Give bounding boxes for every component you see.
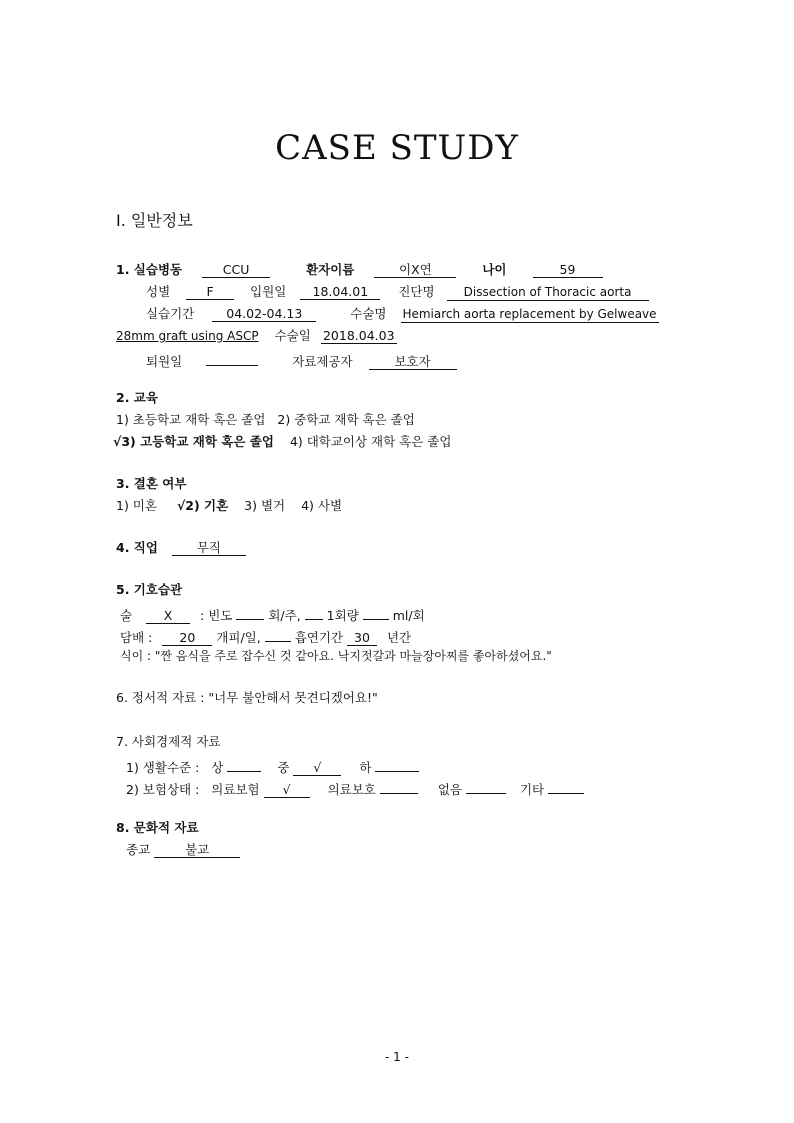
diag-value: Dissection of Thoracic aorta bbox=[447, 285, 649, 301]
job-heading: 4. 직업 bbox=[116, 540, 158, 555]
insurance-opt-4: 기타 bbox=[519, 782, 545, 797]
surgery-row-2 bbox=[116, 328, 397, 344]
insurance-opt-2-value bbox=[380, 778, 418, 794]
living-row bbox=[126, 756, 419, 776]
surgery-label: 수술명 bbox=[350, 306, 387, 321]
page-number: - 1 - bbox=[385, 1050, 409, 1064]
education-other: 4) 대학교이상 재학 혹은 졸업 bbox=[289, 434, 452, 449]
provider-label: 자료제공자 bbox=[292, 354, 353, 369]
marriage-opt-1: 1) 미혼 bbox=[116, 498, 157, 513]
smoking-years-label: 흡연기간 bbox=[294, 630, 344, 645]
smoking-label: 담배 : bbox=[120, 630, 153, 645]
marriage-opt-4: 4) 사별 bbox=[301, 498, 343, 513]
age-label: 나이 bbox=[482, 262, 507, 277]
section-title: I. 일반정보 bbox=[116, 211, 193, 230]
living-label: 1) 생활수준 : bbox=[126, 760, 200, 775]
alcohol-amount-label: 1회량 bbox=[326, 608, 359, 623]
smoking-years-value: 30 bbox=[347, 630, 377, 646]
marriage-row bbox=[116, 498, 342, 514]
living-mid-label: 중 bbox=[277, 760, 290, 775]
smoking-years-unit: 년간 bbox=[386, 630, 412, 645]
discharge-row bbox=[146, 350, 457, 370]
insurance-label: 2) 보험상태 : bbox=[126, 782, 200, 797]
provider-value: 보호자 bbox=[369, 354, 457, 370]
insurance-opt-1: 의료보험 bbox=[211, 782, 260, 797]
emotional-row: 6. 정서적 자료 : "너무 불안해서 못견디겠어요!" bbox=[116, 690, 378, 705]
period-value: 04.02-04.13 bbox=[212, 306, 316, 322]
surgery-value-line1: Hemiarch aorta replacement by Gelweave bbox=[402, 307, 657, 321]
discharge-value bbox=[206, 350, 258, 366]
alcohol-label: 술 bbox=[120, 608, 133, 623]
surgery-value-line2: 28mm graft using ASCP bbox=[116, 329, 259, 343]
smoking-row bbox=[120, 626, 411, 646]
marriage-opt-2-selected: √2) 기혼 bbox=[176, 498, 229, 513]
insurance-opt-4-value bbox=[548, 778, 584, 794]
sex-row bbox=[146, 284, 649, 301]
smoking-gap bbox=[265, 626, 291, 642]
education-selected: √3) 고등학교 재학 혹은 졸업 bbox=[113, 434, 274, 449]
discharge-label: 퇴원일 bbox=[146, 354, 183, 369]
ward-row bbox=[116, 262, 603, 278]
surgery-date-label: 수술일 bbox=[274, 328, 311, 343]
habits-heading: 5. 기호습관 bbox=[116, 582, 183, 597]
page-title: CASE STUDY bbox=[275, 128, 519, 168]
insurance-row bbox=[126, 778, 584, 798]
period-label: 실습기간 bbox=[146, 306, 195, 321]
alcohol-amount-value bbox=[363, 604, 389, 620]
living-high-value bbox=[227, 756, 261, 772]
religion-label: 종교 bbox=[126, 842, 151, 857]
ward-value: CCU bbox=[202, 262, 270, 278]
smoking-value: 20 bbox=[162, 630, 212, 646]
living-high-label: 상 bbox=[211, 760, 224, 775]
period-row bbox=[146, 306, 659, 323]
alcohol-row bbox=[120, 604, 425, 624]
smoking-unit: 개피/일, bbox=[216, 630, 261, 645]
religion-value: 불교 bbox=[154, 842, 240, 858]
alcohol-value: X bbox=[146, 608, 190, 624]
living-low-label: 하 bbox=[359, 760, 372, 775]
admit-label: 입원일 bbox=[250, 284, 287, 299]
socio-heading: 7. 사회경제적 자료 bbox=[116, 734, 221, 749]
job-row bbox=[116, 540, 246, 556]
insurance-opt-1-value: √ bbox=[264, 782, 310, 798]
alcohol-amount-unit: ml/회 bbox=[392, 608, 425, 623]
marriage-opt-3: 3) 별거 bbox=[244, 498, 286, 513]
living-mid-value: √ bbox=[293, 760, 341, 776]
diet-row: 식이 : "짠 음식을 주로 잡수신 것 같아요. 낙지젓갈과 마늘장아찌를 좋아하셨어요." bbox=[120, 649, 552, 663]
living-low-value bbox=[375, 756, 419, 772]
sex-value: F bbox=[186, 284, 234, 300]
insurance-opt-3-value bbox=[466, 778, 506, 794]
education-row-1: 1) 초등학교 재학 혹은 졸업 2) 중학교 재학 혹은 졸업 bbox=[116, 412, 415, 427]
job-value: 무직 bbox=[172, 540, 246, 556]
insurance-opt-3: 없음 bbox=[437, 782, 462, 797]
surgery-date-value: 2018.04.03 bbox=[321, 328, 397, 344]
alcohol-freq-unit: 회/주, bbox=[268, 608, 301, 623]
ward-heading: 1. 실습병동 bbox=[116, 262, 183, 277]
education-heading: 2. 교육 bbox=[116, 390, 158, 405]
religion-row bbox=[126, 842, 240, 858]
alcohol-freq-label: : 빈도 bbox=[200, 608, 233, 623]
sex-label: 성별 bbox=[146, 284, 171, 299]
patient-label: 환자이름 bbox=[306, 262, 355, 277]
marriage-heading: 3. 결혼 여부 bbox=[116, 476, 187, 491]
patient-value: 이X연 bbox=[374, 262, 456, 278]
alcohol-amount-pre bbox=[305, 604, 323, 620]
admit-value: 18.04.01 bbox=[300, 284, 380, 300]
insurance-opt-2: 의료보호 bbox=[327, 782, 376, 797]
age-value: 59 bbox=[533, 262, 603, 278]
diag-label: 진단명 bbox=[398, 284, 435, 299]
culture-heading: 8. 문화적 자료 bbox=[116, 820, 199, 835]
education-row-2 bbox=[113, 434, 451, 450]
alcohol-freq-value bbox=[236, 604, 264, 620]
